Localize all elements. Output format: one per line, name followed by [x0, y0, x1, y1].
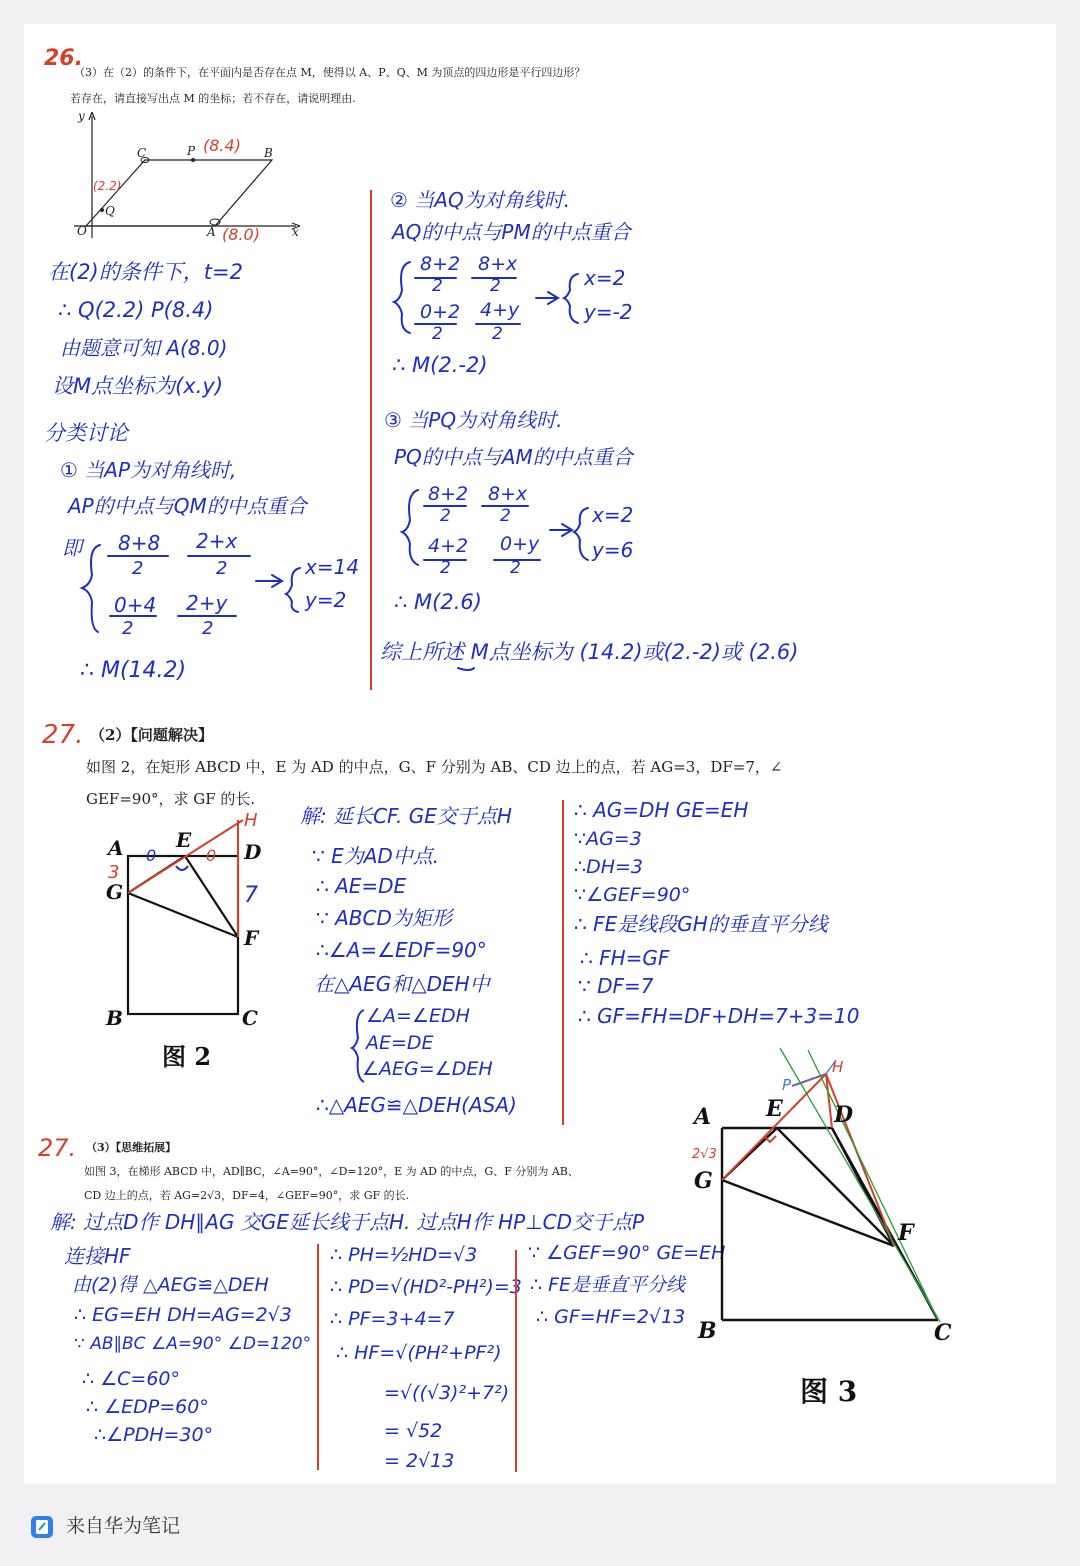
q26-label-b: B — [264, 146, 273, 160]
q27b-label-f: F — [898, 1220, 914, 1246]
q27a-label-h: H — [244, 810, 258, 831]
q26-conclusion: 综上所述 M点坐标为 (14.2)或(2.-2)或 (2.6) — [380, 640, 799, 664]
q26-frac-den: 2 — [490, 276, 501, 296]
q26-left-line: 在(2)的条件下，t=2 — [48, 260, 243, 284]
q27b-label-d: D — [834, 1102, 854, 1128]
q26-frac-den: 2 — [202, 618, 214, 639]
q26-left-line: 即 — [62, 536, 82, 560]
q27a-df-length: 7 — [244, 883, 258, 908]
q27b-col2-line: ∴ PH=½HD=√3 — [330, 1244, 478, 1266]
q27b-label-e: E — [766, 1096, 783, 1122]
q27a-right-line: ∵∠GEF=90° — [574, 884, 691, 906]
q27b-col1-line: ∴ ∠EDP=60° — [86, 1396, 209, 1418]
q26-prompt-line2: 若存在，请直接写出点 M 的坐标；若不存在，请说明理由. — [70, 92, 356, 105]
q26-axis-y: y — [78, 109, 85, 123]
q26-right-line: ② 当AQ为对角线时. — [390, 188, 571, 212]
q26-number: 26. — [44, 46, 83, 71]
q27b-label-g: G — [694, 1168, 713, 1194]
q27a-prompt-line2: GEF=90°，求 GF 的长. — [86, 790, 256, 808]
q26-frac-den: 2 — [510, 558, 521, 578]
q26-left-line: 分类讨论 — [44, 421, 128, 445]
q26-right-line: PQ的中点与AM的中点重合 — [394, 445, 633, 469]
q26-frac-den: 2 — [440, 506, 451, 526]
q26-frac-den: 2 — [432, 324, 443, 344]
q26-left-line: ∴ M(14.2) — [80, 658, 187, 683]
q26-result: x=14 — [305, 555, 360, 579]
q27b-col2-line: ∴ HF=√(PH²+PF²) — [336, 1342, 502, 1364]
q26-frac-num: 4+2 — [428, 535, 469, 557]
q27b-label-b: B — [698, 1318, 717, 1344]
q27a-right-line: ∴ GF=FH=DF+DH=7+3=10 — [578, 1004, 860, 1028]
q27b-col2-line: ∴ PF=3+4=7 — [330, 1308, 455, 1330]
q26-frac-num: 2+y — [186, 591, 228, 615]
q26-right-line: AQ的中点与PM的中点重合 — [392, 220, 631, 244]
q27a-mid-line: 解: 延长CF. GE交于点H — [300, 804, 512, 828]
q26-frac-den: 2 — [216, 558, 228, 579]
q26-result: y=2 — [305, 588, 347, 612]
q27b-label-p: P — [782, 1076, 792, 1094]
q26-result: y=6 — [592, 538, 634, 562]
q27a-equal-mark: 0 — [146, 846, 157, 865]
q27b-col1-line: ∵ AB∥BC ∠A=90° ∠D=120° — [74, 1334, 312, 1354]
q26-frac-den: 2 — [492, 324, 503, 344]
q26-left-line: AP的中点与QM的中点重合 — [68, 494, 307, 518]
q27b-caption: 图 3 — [800, 1375, 858, 1408]
q26-label-c: C — [137, 146, 147, 160]
q27a-mid-line: ∵ ABCD为矩形 — [316, 906, 452, 930]
q26-result: x=2 — [584, 266, 626, 290]
q27a-mid-line: ∴ AE=DE — [316, 874, 407, 898]
q27a-right-line: ∴ FH=GF — [580, 946, 670, 970]
q27b-col3-line: ∴ FE是垂直平分线 — [530, 1274, 686, 1296]
q27a-right-line: ∵ DF=7 — [578, 974, 654, 998]
q26-axis-x: x — [292, 225, 299, 239]
q27a-mid-line: ∠A=∠EDH — [366, 1005, 470, 1027]
q27a-equal-mark: 0 — [206, 846, 217, 865]
q26-left-line: 设M点坐标为(x.y) — [52, 374, 224, 398]
q27b-col3-line: ∵ ∠GEF=90° GE=EH — [528, 1242, 726, 1264]
q26-frac-den: 2 — [122, 618, 134, 639]
q27b-prompt-line1: 如图 3，在梯形 ABCD 中，AD∥BC，∠A=90°，∠D=120°，E 为 AD 的中点，G、F 分别为 AB、 — [84, 1165, 579, 1178]
q26-frac-num: 8+8 — [118, 531, 161, 555]
q27a-mid-line: 在△AEG和△DEH中 — [314, 972, 490, 996]
q26-frac-num: 8+x — [478, 253, 518, 275]
q27a-mid-line: ∠AEG=∠DEH — [362, 1058, 493, 1080]
q27b-ag-length: 2√3 — [692, 1147, 717, 1162]
q26-a-coordinate: (8.0) — [222, 225, 260, 244]
q27b-col1-line: ∴ EG=EH DH=AG=2√3 — [74, 1304, 292, 1326]
q27a-label-a: A — [108, 836, 124, 860]
q26-left-line: ∴ Q(2.2) P(8.4) — [58, 298, 214, 322]
q26-frac-den: 2 — [500, 506, 511, 526]
q27b-col2-line: = 2√13 — [384, 1450, 455, 1472]
q27b-number: 27. — [38, 1134, 77, 1162]
q27b-col2-line: = √52 — [384, 1420, 443, 1442]
q26-result: x=2 — [592, 503, 634, 527]
q27b-label-c: C — [934, 1320, 952, 1346]
q26-frac-num: 0+2 — [420, 301, 461, 323]
q26-right-line: ③ 当PQ为对角线时. — [384, 408, 563, 432]
q26-frac-num: 4+y — [480, 299, 520, 321]
q26-frac-num: 8+2 — [420, 253, 461, 275]
q26-right-line: ∴ M(2.6) — [394, 590, 482, 614]
q27a-mid-line: AE=DE — [366, 1032, 434, 1054]
q26-frac-den: 2 — [440, 558, 451, 578]
q27b-label-h: H — [832, 1058, 844, 1076]
q27a-label-d: D — [244, 840, 262, 864]
q27a-prompt-line1: 如图 2，在矩形 ABCD 中，E 为 AD 的中点，G、F 分别为 AB、CD 边上的点，若 AG=3，DF=7，∠ — [86, 758, 783, 776]
q26-frac-num: 2+x — [196, 529, 238, 553]
q26-right-line: ∴ M(2.-2) — [392, 353, 488, 377]
q26-result: y=-2 — [584, 300, 633, 324]
q27a-right-line: ∵AG=3 — [574, 828, 642, 850]
q26-prompt-line1: （3）在（2）的条件下，在平面内是否存在点 M，使得以 A、P、Q、M 为顶点的四边形是平行四边形？ — [74, 66, 586, 79]
q26-frac-num: 0+y — [500, 533, 540, 555]
q27b-prompt-line2: CD 边上的点，若 AG=2√3，DF=4，∠GEF=90°，求 GF 的长. — [84, 1189, 410, 1202]
q26-label-o: O — [77, 224, 87, 238]
q27a-mid-line: ∵ E为AD中点. — [312, 844, 440, 868]
q27b-col1-line: ∴ ∠C=60° — [82, 1368, 181, 1390]
q27a-label-c: C — [242, 1006, 258, 1030]
q27b-label-a: A — [694, 1104, 712, 1130]
q27a-number: 27. — [42, 720, 84, 750]
q27a-right-line: ∴DH=3 — [574, 856, 644, 878]
q26-label-p: P — [187, 144, 196, 158]
q27b-col2-line: =√((√3)²+7²) — [384, 1382, 510, 1404]
q27b-col1-line: ∴∠PDH=30° — [94, 1424, 214, 1446]
q26-frac-num: 0+4 — [114, 593, 157, 617]
q27a-mid-line: ∴△AEG≌△DEH(ASA) — [316, 1093, 517, 1117]
footer-app-name: 来自华为笔记 — [66, 1515, 181, 1537]
q26-frac-num: 8+2 — [428, 483, 469, 505]
q26-frac-den: 2 — [432, 276, 443, 296]
q26-frac-num: 8+x — [488, 483, 528, 505]
q27a-caption: 图 2 — [162, 1042, 212, 1071]
q26-frac-den: 2 — [132, 558, 144, 579]
q27a-right-line: ∴ AG=DH GE=EH — [574, 798, 749, 822]
q26-p-coordinate: (8.4) — [203, 136, 241, 155]
q27b-col3-line: ∴ GF=HF=2√13 — [536, 1306, 686, 1328]
q27b-solution-line2: 连接HF — [64, 1244, 131, 1268]
huawei-notes-icon — [30, 1515, 54, 1539]
q27a-label-b: B — [106, 1006, 123, 1030]
q27a-heading: （2）【问题解决】 — [90, 726, 213, 744]
q26-label-a: A — [207, 225, 216, 239]
q27b-col2-line: ∴ PD=√(HD²-PH²)=3 — [330, 1276, 522, 1298]
q26-left-line: 由题意可知 A(8.0) — [60, 336, 228, 360]
q27a-right-line: ∴ FE是线段GH的垂直平分线 — [574, 912, 828, 936]
q27b-heading: （3）【思维拓展】 — [86, 1141, 177, 1154]
q27a-label-e: E — [176, 828, 192, 852]
q27a-label-g: G — [106, 880, 124, 904]
q27a-label-f: F — [244, 926, 259, 950]
q27a-mid-line: ∴∠A=∠EDF=90° — [316, 938, 487, 962]
footer-bar — [0, 1495, 1080, 1566]
q26-left-line: ① 当AP为对角线时, — [60, 458, 237, 482]
q26-label-q: Q — [105, 204, 115, 218]
q26-q-coordinate: (2.2) — [93, 179, 122, 193]
q27b-col1-line: 由(2)得 △AEG≌△DEH — [72, 1274, 269, 1296]
q27a-ag-length: 3 — [108, 862, 120, 883]
q27b-solution-line1: 解: 过点D作 DH∥AG 交GE延长线于点H. 过点H作 HP⊥CD交于点P — [50, 1210, 645, 1234]
